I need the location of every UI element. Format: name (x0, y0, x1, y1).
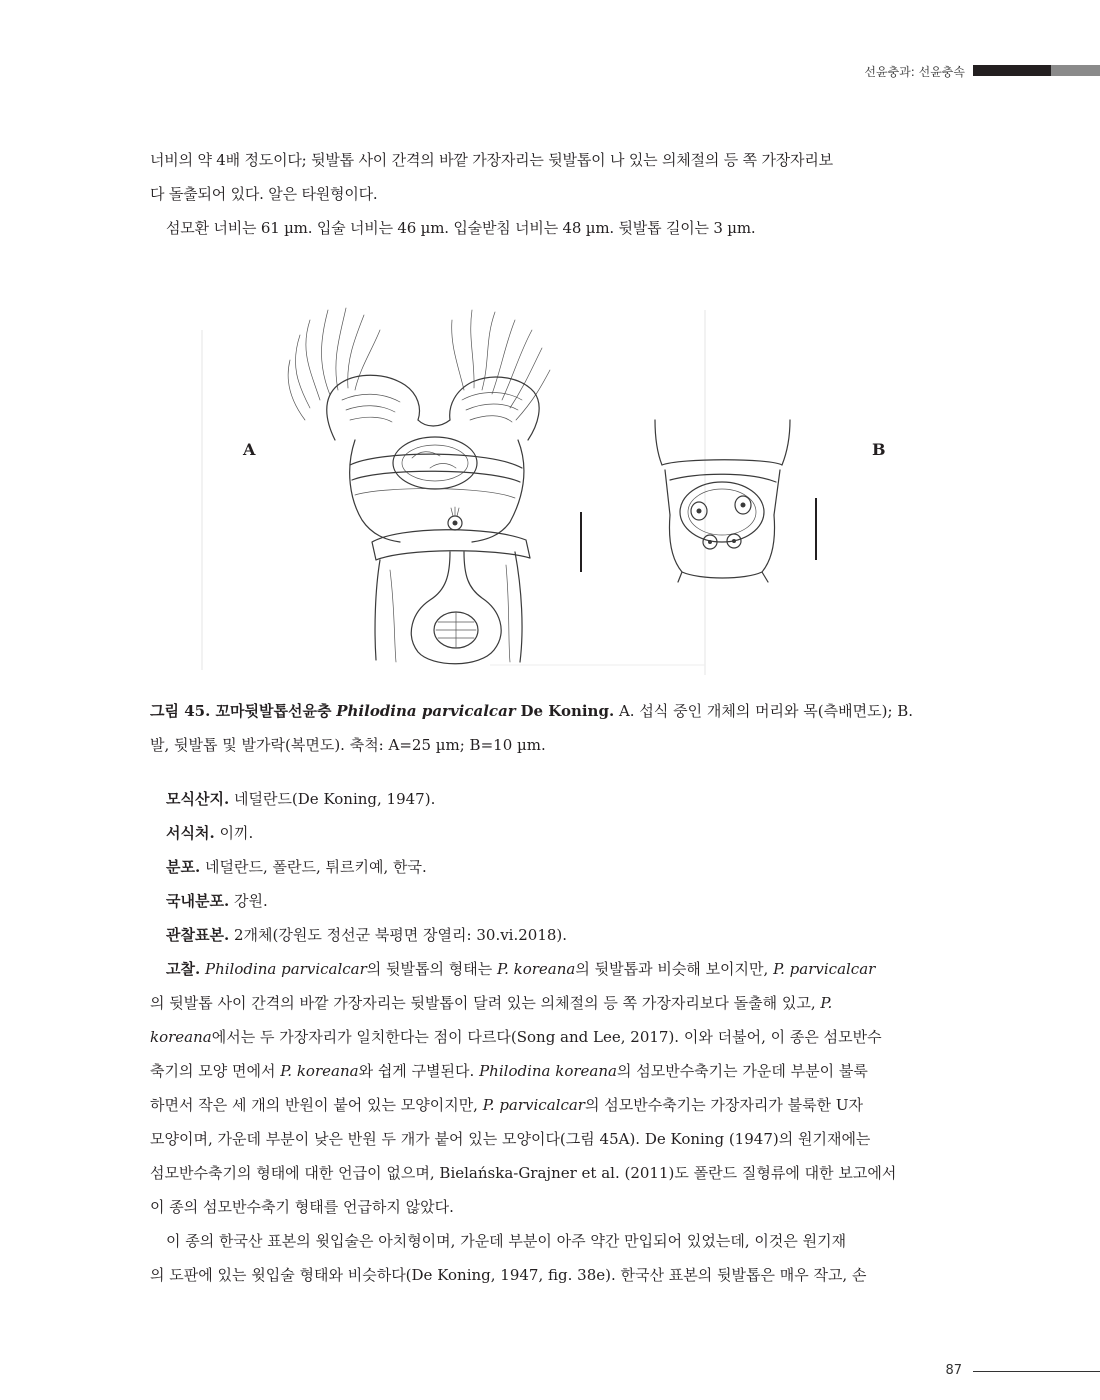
remarks-line (150, 1020, 976, 1054)
remarks-text: 의 뒷발톱과 비슷해 보이지만, (575, 960, 769, 978)
distribution-label: 분포. (166, 858, 201, 876)
remarks-line: 모양이며, 가운데 부분이 낮은 반원 두 개가 붙어 있는 모양이다(그림 45A). De Koning (1947)의 원기재에는 (150, 1130, 871, 1148)
remarks-line: 이 종의 섬모반수축기 형태를 언급하지 않았다. (150, 1198, 454, 1216)
type-locality-value: 네덜란드(De Koning, 1947). (233, 790, 436, 808)
species-name: P. parvicalcar (482, 1096, 585, 1114)
running-header: 선윤충과: 선윤충속 (864, 65, 965, 79)
remarks-text: 의 섬모반수축기는 가장자리가 불룩한 U자 (584, 1096, 864, 1114)
remarks-line (150, 1054, 976, 1088)
closing-paragraph (150, 1224, 976, 1292)
remarks-label: 고찰. (166, 960, 201, 978)
type-locality (150, 782, 976, 816)
species-name: koreana (150, 1028, 212, 1046)
page-number: 87 (945, 1363, 962, 1378)
remarks-text: 의 섬모반수축기는 가운데 부분이 불룩 (616, 1062, 868, 1080)
remarks-text: 의 뒷발톱의 형태는 (366, 960, 493, 978)
intro-line: 다 돌출되어 있다. 알은 타원형이다. (150, 185, 378, 203)
remarks-text: 하면서 작은 세 개의 반원이 붙어 있는 모양이지만, (150, 1096, 478, 1114)
header-bar-gray (1051, 65, 1100, 76)
remarks-paragraph (150, 952, 976, 1224)
species-name: Philodina parvicalcar (204, 960, 367, 978)
domestic-label: 국내분포. (166, 892, 230, 910)
closing-line: 이 종의 한국산 표본의 윗입술은 아치형이며, 가운데 부분이 아주 약간 만입되어 있었는데, 이것은 원기재 (166, 1232, 847, 1250)
caption-text: 발, 뒷발톱 및 발가락(복면도). 축척: A=25 µm; B=10 µm. (150, 736, 546, 754)
header-bar-dark (973, 65, 1051, 76)
figure-45 (150, 290, 976, 680)
specimens (150, 918, 976, 952)
measurements-line: 섬모환 너비는 61 µm. 입술 너비는 46 µm. 입술받침 너비는 48 µm. 뒷발톱 길이는 3 µm. (166, 219, 756, 237)
remarks-line (150, 986, 976, 1020)
drawing-b (655, 420, 816, 582)
intro-line: 너비의 약 4배 정도이다; 뒷발톱 사이 간격의 바깥 가장자리는 뒷발톱이 나 있는 의체절의 등 쪽 가장자리보 (150, 151, 833, 169)
figure-label-a: A (243, 440, 256, 459)
drawing-a (288, 308, 581, 664)
intro-paragraph (150, 143, 976, 245)
figure-illustration (150, 290, 976, 680)
remarks-line: 섬모반수축기의 형태에 대한 언급이 없으며, Bielańska-Grajner et al. (2011)도 폴란드 질형류에 대한 보고에서 (150, 1164, 897, 1182)
distribution (150, 850, 976, 884)
remarks-line (150, 952, 976, 986)
footer-rule (973, 1371, 1100, 1372)
caption-number: 그림 45. 꼬마뒷발톱선윤충 (150, 702, 332, 720)
specimens-label: 관찰표본. (166, 926, 230, 944)
specimens-value: 2개체(강원도 정선군 북평면 장열리: 30.vi.2018). (233, 926, 568, 944)
species-name: P. koreana (497, 960, 576, 978)
habitat-value: 이끼. (219, 824, 254, 842)
remarks-text: 에서는 두 가장자리가 일치한다는 점이 다르다(Song and Lee, 2017). 이와 더불어, 이 종은 섬모반수 (211, 1028, 882, 1046)
caption-text: A. 섭식 중인 개체의 머리와 목(측배면도); B. (618, 702, 914, 720)
domestic-value: 강원. (233, 892, 268, 910)
closing-line: 의 도판에 있는 윗입술 형태와 비슷하다(De Koning, 1947, fig. 38e). 한국산 표본의 뒷발톱은 매우 작고, 손 (150, 1266, 867, 1284)
figure-caption (150, 694, 976, 762)
species-name: P. parvicalcar (773, 960, 876, 978)
species-name: P. koreana (280, 1062, 359, 1080)
remarks-text: 의 뒷발톱 사이 간격의 바깥 가장자리는 뒷발톱이 달려 있는 의체절의 등 쪽 가장자리보다 돌출해 있고, (150, 994, 816, 1012)
remarks-text: 축기의 모양 면에서 (150, 1062, 276, 1080)
remarks-line (150, 1088, 976, 1122)
habitat-label: 서식처. (166, 824, 215, 842)
caption-species: Philodina parvicalcar (336, 702, 516, 720)
caption-author: De Koning. (520, 702, 615, 720)
species-name: Philodina koreana (479, 1062, 617, 1080)
figure-label-b: B (872, 440, 886, 459)
remarks-text: 와 쉽게 구별된다. (358, 1062, 475, 1080)
domestic-distribution (150, 884, 976, 918)
species-name: P. (820, 994, 833, 1012)
type-locality-label: 모식산지. (166, 790, 230, 808)
habitat (150, 816, 976, 850)
distribution-value: 네덜란드, 폴란드, 튀르키예, 한국. (204, 858, 427, 876)
species-info (150, 782, 976, 952)
